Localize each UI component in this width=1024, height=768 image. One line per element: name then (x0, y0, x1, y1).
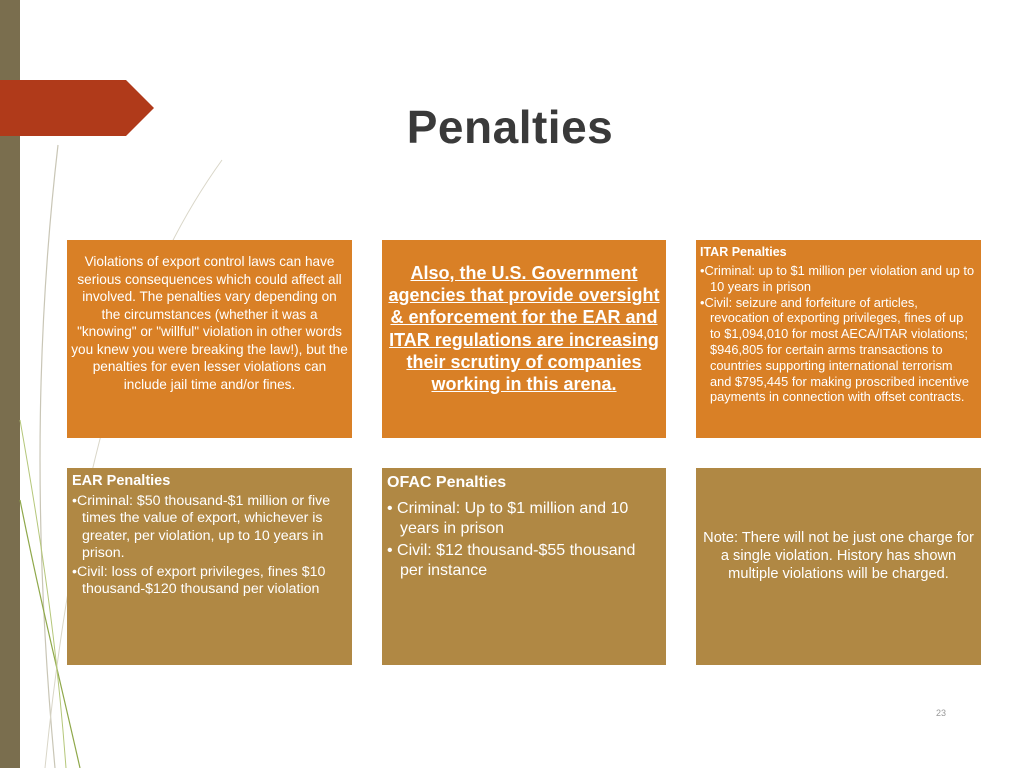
ofac-item-civil: • Civil: $12 thousand-$55 thousand per instance (387, 542, 636, 579)
government-scrutiny-box (382, 240, 666, 438)
intro-box (67, 240, 352, 438)
ear-list (72, 493, 348, 599)
ofac-heading: OFAC Penalties (387, 474, 507, 491)
slide-title: Penalties (406, 101, 614, 153)
ear-penalties-box (67, 468, 352, 665)
note-box (696, 468, 981, 665)
ear-item-criminal: •Criminal: $50 thousand-$1 million or five times the value of export, whichever is greater, per violation, up to 10 years in prison. (72, 493, 331, 561)
itar-list (700, 263, 977, 405)
page-number: 23 (935, 708, 946, 718)
ofac-list (387, 499, 660, 581)
itar-penalties-box (696, 240, 981, 438)
government-scrutiny-text: Also, the U.S. Government agencies that provide oversight & enforcement for the EAR and ITAR regulations are increasing their scrutiny of companies working in this arena. (388, 263, 660, 395)
itar-item-civil: •Civil: seizure and forfeiture of articles, revocation of exporting privileges, fines of up to $1,094,010 for most AECA/ITAR violations; $946,805 for certain arms transactions to countries supporting international terrorism and $795,445 for making proscribed incentive payments in connection with offset contracts. (700, 294, 969, 405)
intro-text: Violations of export control laws can have serious consequences which could affect all involved. The penalties vary depending on the circumstances (whether it was a "knowing" or "willful" violation in other words you knew you were breaking the law!), but the penalties for even lesser violations can include jail time and/or fines. (71, 254, 348, 392)
itar-item-criminal: •Criminal: up to $1 million per violation and up to 10 years in prison (700, 263, 975, 294)
ear-item-civil: •Civil: loss of export privileges, fines $10 thousand-$120 thousand per violation (72, 564, 326, 598)
note-text: Note: There will not be just one charge for a single violation. History has shown multiple violations will be charged. (703, 530, 974, 582)
ofac-item-criminal: • Criminal: Up to $1 million and 10 years in prison (387, 500, 629, 537)
ofac-penalties-box (382, 468, 666, 665)
arrow-tab-shape (0, 80, 154, 136)
ear-heading: EAR Penalties (72, 473, 171, 489)
itar-heading: ITAR Penalties (700, 245, 787, 259)
